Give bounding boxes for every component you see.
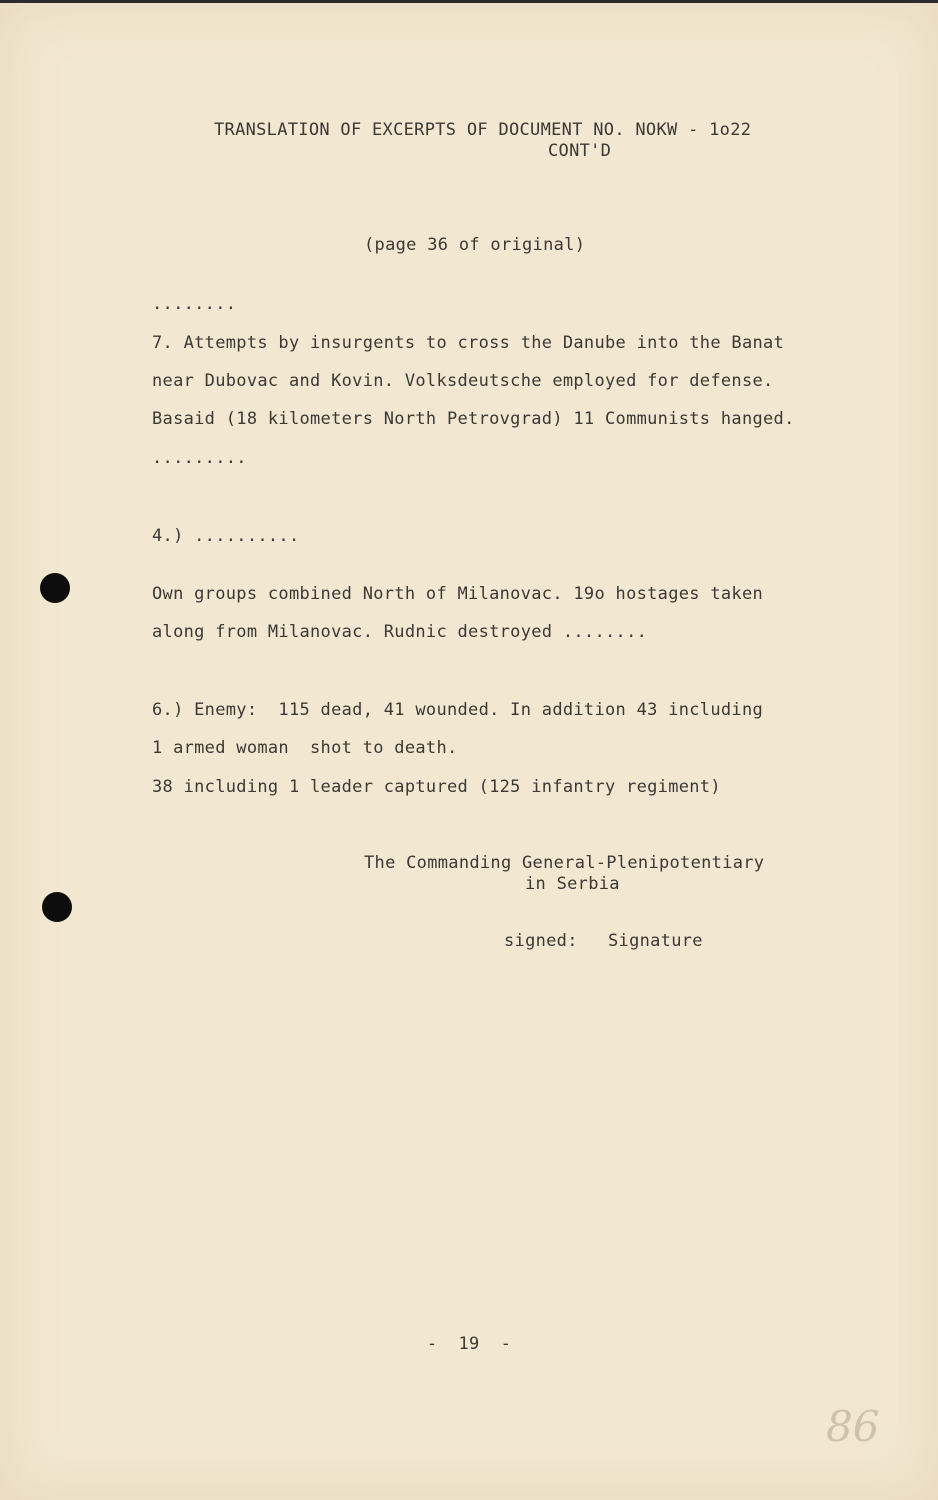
signed-value: Signature — [608, 931, 703, 951]
punch-hole — [40, 573, 70, 603]
handwritten-folio-number: 86 — [826, 1402, 880, 1451]
item7-line1: 7. Attempts by insurgents to cross the Danube into the Banat — [152, 333, 785, 353]
signatory-location: in Serbia — [525, 874, 620, 894]
ellipsis-separator: ........ — [152, 294, 237, 314]
page-number: - 19 - — [426, 1334, 512, 1354]
item4-line1: Own groups combined North of Milanovac. 19o hostages taken — [152, 584, 764, 604]
item6-line1: 6.) Enemy: 115 dead, 41 wounded. In addition 43 including — [152, 700, 764, 720]
item7-line2: near Dubovac and Kovin. Volksdeutsche employed for defense. — [152, 371, 774, 391]
document-title-contd: CONT'D — [548, 141, 612, 161]
signatory-title: The Commanding General-Plenipotentiary — [364, 853, 765, 873]
punch-hole — [42, 892, 72, 922]
item4-line2: along from Milanovac. Rudnic destroyed ........ — [152, 622, 648, 642]
ellipsis-separator: ......... — [152, 448, 247, 468]
page-reference: (page 36 of original) — [364, 235, 586, 255]
top-edge — [0, 0, 938, 3]
item6-line3: 38 including 1 leader captured (125 infantry regiment) — [152, 777, 721, 797]
signed-label: signed: — [504, 931, 578, 951]
item7-line3: Basaid (18 kilometers North Petrovgrad) 11 Communists hanged. — [152, 409, 795, 429]
item6-line2: 1 armed woman shot to death. — [152, 738, 458, 758]
document-title: TRANSLATION OF EXCERPTS OF DOCUMENT NO. NOKW - 1o22 — [214, 120, 752, 140]
item4-label: 4.) .......... — [152, 526, 300, 546]
